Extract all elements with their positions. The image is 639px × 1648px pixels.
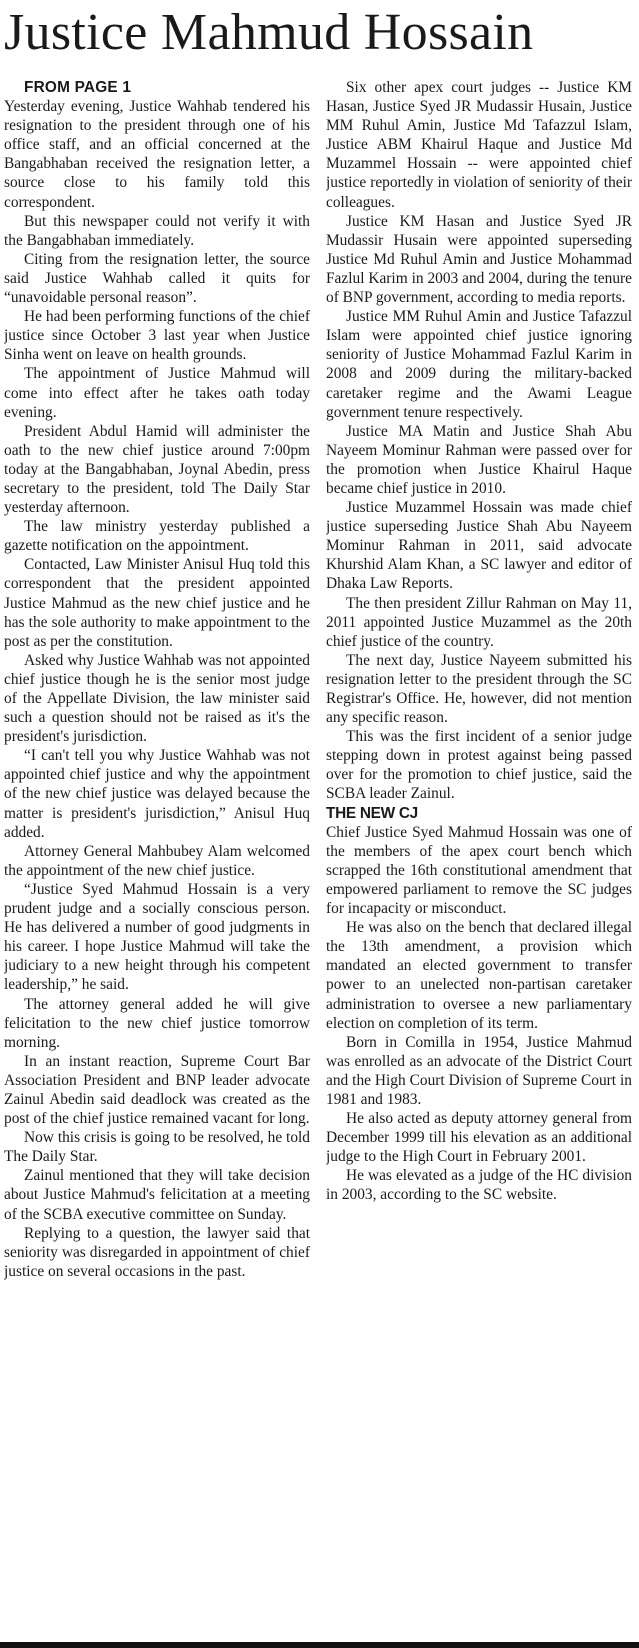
paragraph: Born in Comilla in 1954, Justice Mahmud was enrolled as an advocate of the District Court and the High Court Division of Supreme Court in 1981 and 1983. [326,1033,632,1108]
subhead-new-cj: THE NEW CJ [326,804,418,822]
bottom-rule [0,1642,639,1648]
from-page-kicker: FROM PAGE 1 [24,79,132,96]
paragraph: But this newspaper could not verify it with the Bangabhaban immediately. [4,212,310,249]
paragraph: Contacted, Law Minister Anisul Huq told this correspondent that the president appointed Justice Mahmud as the new chief justice and he has the sole authority to make appointment to the post as per the constitution. [4,556,310,650]
paragraph: The attorney general added he will give felicitation to the new chief justice tomorrow morning. [4,995,310,1051]
paragraph: Now this crisis is going to be resolved, he told The Daily Star. [4,1129,310,1166]
paragraph: Justice MA Matin and Justice Shah Abu Nayeem Mominur Rahman were passed over for the promotion when Justice Khairul Haque became chief justice in 2010. [326,422,632,497]
paragraph: Yesterday evening, Justice Wahhab tendered his resignation to the president through one of his office staff, and an official concerned at the Bangabhaban received the resignation letter, a source close to his family told this correspondent. [4,98,310,211]
right-column [326,78,632,1638]
paragraph: Asked why Justice Wahhab was not appointed chief justice though he is the senior most judge of the Appellate Division, the law minister said such a question should not be raised as it's the president's jurisdiction. [4,651,310,746]
paragraph: Citing from the resignation letter, the source said Justice Wahhab called it quits for “unavoidable personal reason”. [4,250,310,307]
paragraph: The appointment of Justice Mahmud will come into effect after he takes oath today evening. [4,365,310,421]
paragraph: He had been performing functions of the chief justice since October 3 last year when Justice Sinha went on leave on health grounds. [4,308,310,364]
paragraph: Six other apex court judges -- Justice KM Hasan, Justice Syed JR Mudassir Husain, Justice MM Ruhul Amin, Justice Md Tafazzul Islam, Justice ABM Khairul Haque and Justice Md Muzammel Hossain -- were appointed chief justice reportedly in violation of seniority of their colleagues. [326,79,632,211]
article-body [4,78,632,1638]
left-column [4,78,310,1638]
paragraph: Justice KM Hasan and Justice Syed JR Mudassir Husain were appointed superseding Justice Md Ruhul Amin and Justice Mohammad Fazlul Karim in 2003 and 2004, during the tenure of BNP government, according to media reports. [326,212,632,307]
paragraph: Justice Muzammel Hossain was made chief justice superseding Justice Shah Abu Nayeem Mominur Rahman in 2011, said advocate Khurshid Alam Khan, a SC lawyer and editor of Dhaka Law Reports. [326,499,632,593]
paragraph: Justice MM Ruhul Amin and Justice Tafazzul Islam were appointed chief justice ignoring seniority of Justice Mohammad Fazlul Karim in 2008 and 2009 during the military-backed caretaker regime and the Awami League government tenure respectively. [326,308,632,421]
paragraph: Chief Justice Syed Mahmud Hossain was one of the members of the apex court bench which scrapped the 16th constitutional amendment that empowered parliament to remove the SC judges for incapacity or misconduct. [326,823,632,918]
paragraph: In an instant reaction, Supreme Court Bar Association President and BNP leader advocate Zainul Abedin said deadlock was created as the post of the chief justice remained vacant for long. [4,1052,310,1128]
paragraph: “I can't tell you why Justice Wahhab was not appointed chief justice and why the appointment of the new chief justice was delayed because the matter is president's jurisdiction,” Anisul Huq added. [4,747,310,841]
paragraph: This was the first incident of a senior judge stepping down in protest against being passed over for the promotion to chief justice, said the SCBA leader Zainul. [326,728,632,803]
paragraph: Replying to a question, the lawyer said that seniority was disregarded in appointment of chief justice on several occasions in the past. [4,1224,310,1280]
paragraph: The next day, Justice Nayeem submitted his resignation letter to the president through the SC Registrar's Office. He, however, did not mention any specific reason. [326,651,632,727]
paragraph: He also acted as deputy attorney general from December 1999 till his elevation as an additional judge to the High Court in February 2001. [326,1110,632,1166]
paragraph: Attorney General Mahbubey Alam welcomed the appointment of the new chief justice. [4,842,310,879]
paragraph: He was also on the bench that declared illegal the 13th amendment, a provision which mandated an elected government to transfer power to an unelected non-partisan caretaker administration to oversee a new parliamentary election on completion of its term. [326,919,632,1032]
paragraph: He was elevated as a judge of the HC division in 2003, according to the SC website. [326,1167,632,1204]
paragraph: The then president Zillur Rahman on May 11, 2011 appointed Justice Muzammel as the 20th chief justice of the country. [326,594,632,650]
paragraph: President Abdul Hamid will administer the oath to the new chief justice around 7:00pm today at the Bangabhaban, Joynal Abedin, press secretary to the president, told The Daily Star yesterday afternoon. [4,422,310,517]
paragraph: Zainul mentioned that they will take decision about Justice Mahmud's felicitation at a meeting of the SCBA executive committee on Sunday. [4,1167,310,1223]
paragraph: The law ministry yesterday published a gazette notification on the appointment. [4,518,310,555]
headline: Justice Mahmud Hossain [4,4,534,61]
paragraph: “Justice Syed Mahmud Hossain is a very prudent judge and a socially conscious person. He has delivered a number of good judgments in his career. I hope Justice Mahmud will take the judiciary to a new height through his competent leadership,” he said. [4,880,310,994]
